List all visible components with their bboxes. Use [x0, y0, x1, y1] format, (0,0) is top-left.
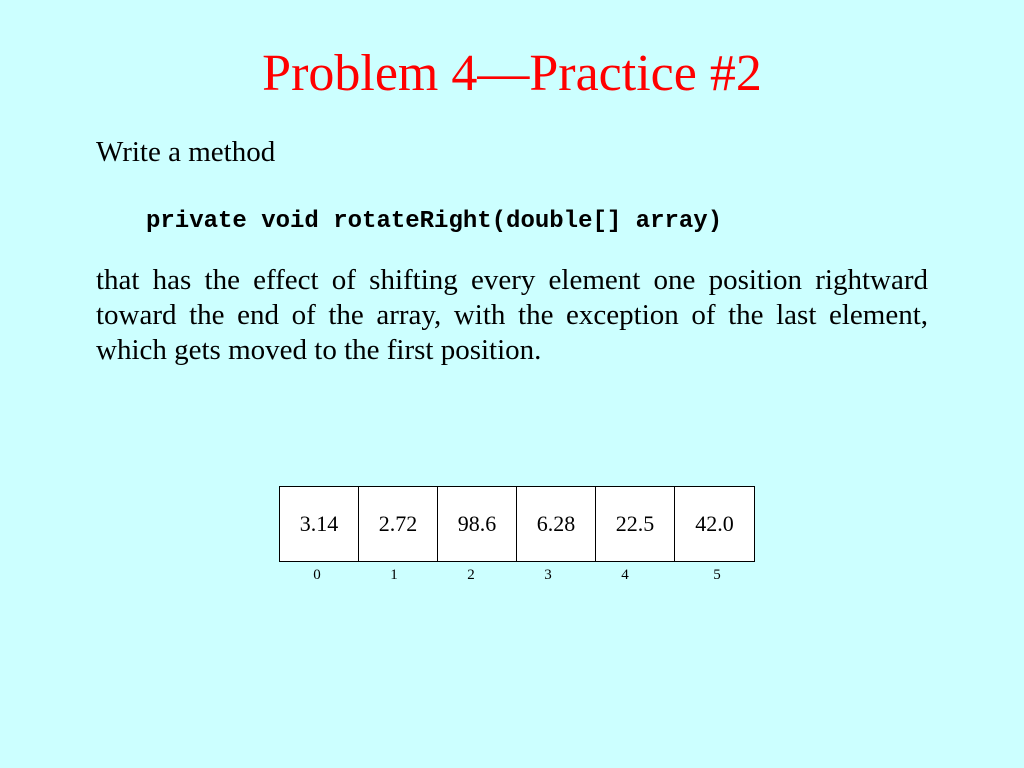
- array-cell-5: 42.0: [695, 511, 734, 536]
- array-cell-1: 2.72: [359, 487, 438, 561]
- array-index-1: 1: [390, 567, 398, 583]
- description-text: that has the effect of shifting every element one position rightward toward the end of the array, with the exception of the last element, which gets moved to the first position.: [96, 264, 928, 366]
- array-cell-3: 6.28: [517, 487, 596, 561]
- array-index-5: 5: [713, 567, 721, 583]
- array-index-0: 0: [313, 567, 321, 583]
- array-index-2: 2: [467, 567, 475, 583]
- array-cell-2: 98.6: [438, 487, 517, 561]
- array-diagram: [279, 486, 755, 562]
- array-cell-0: 3.14: [280, 487, 359, 561]
- slide-title: Problem 4—Practice #2: [262, 45, 762, 102]
- array-index-4: 4: [621, 567, 629, 583]
- intro-text: Write a method: [96, 136, 276, 168]
- method-signature: private void rotateRight(double[] array): [146, 208, 723, 235]
- array-index-3: 3: [544, 567, 552, 583]
- array-cell-4: 22.5: [596, 487, 675, 561]
